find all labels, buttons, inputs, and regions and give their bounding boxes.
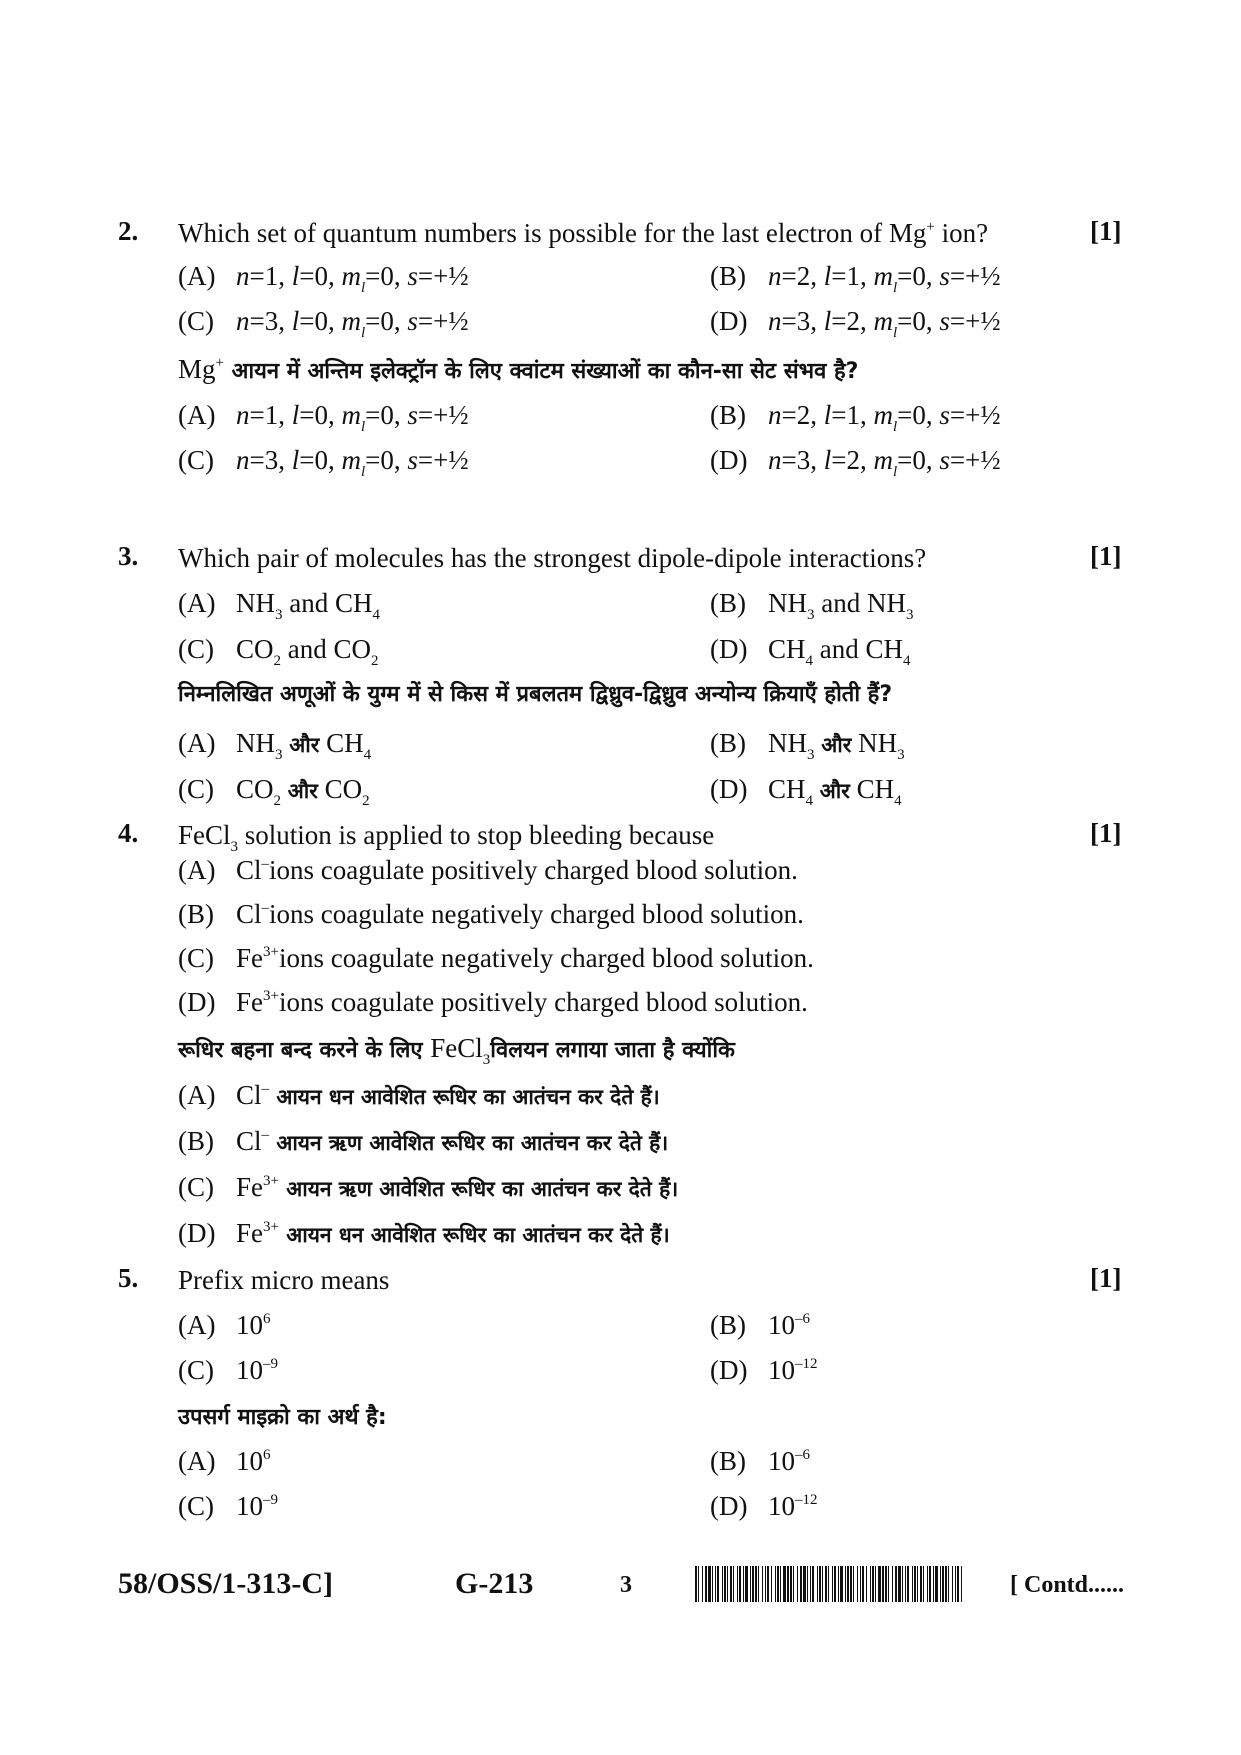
- barcode-bar: [758, 1566, 759, 1602]
- barcode-bar: [892, 1566, 893, 1602]
- barcode-bar: [885, 1566, 887, 1602]
- question-3-marks: [1]: [1090, 541, 1122, 571]
- q2-option-b: (B) n=2, l=1, $m_l=0$, s=+½: [710, 261, 1001, 296]
- question-2-number: 2.: [118, 216, 139, 246]
- q4-option-d: (D) $Fe^{3+}ions$ coagulate positively charged blood solution.: [178, 987, 808, 1017]
- barcode-bar: [803, 1566, 806, 1602]
- barcode-bar: [927, 1566, 928, 1602]
- q5-option-d: (D) $10^{-12}$: [710, 1355, 818, 1385]
- barcode-bar: [895, 1566, 897, 1602]
- q3-hindi-option-c: (C) $CO_2$ और $CO_2$: [178, 774, 370, 809]
- barcode-bar: [933, 1566, 934, 1602]
- barcode-bar: [797, 1566, 798, 1602]
- q3-option-d: (D) $CH_4$ and $CH_4$: [710, 634, 911, 669]
- barcode-bar: [775, 1566, 776, 1602]
- barcode-bar: [807, 1566, 808, 1602]
- q3-hindi-option-b: (B) $NH_3$ और $NH_3$: [710, 728, 905, 763]
- barcode-bar: [822, 1566, 823, 1602]
- q4-hindi-option-a: (A) Cl– आयन धन आवेशित रूधिर का आतंचन कर देते हैं।: [178, 1080, 660, 1110]
- barcode-bar: [739, 1566, 741, 1602]
- barcode-bar: [702, 1566, 703, 1602]
- q2-hindi-option-a: (A) n=1, l=0, $m_l=0$, s=+½: [178, 400, 469, 435]
- barcode-bar: [705, 1566, 707, 1602]
- barcode-bar: [787, 1566, 789, 1602]
- barcode-bar: [712, 1566, 713, 1602]
- barcode-bar: [810, 1566, 811, 1602]
- q2-option-d: (D) n=3, l=2, $m_l=0$, s=+½: [710, 306, 1001, 341]
- q5-option-c: (C) $10^{-9}$: [178, 1355, 278, 1385]
- barcode-bar: [940, 1566, 941, 1602]
- question-5-text: Prefix micro means: [178, 1265, 390, 1295]
- barcode-bar: [767, 1566, 769, 1602]
- barcode-bar: [800, 1566, 802, 1602]
- barcode-bar: [762, 1566, 763, 1602]
- barcode-bar: [752, 1566, 754, 1602]
- barcode-bar: [737, 1566, 738, 1602]
- question-3-text: Which pair of molecules has the strongest dipole-dipole interactions?: [178, 543, 927, 573]
- barcode-bar: [717, 1566, 719, 1602]
- q4-option-c: (C) $Fe^{3+}ions$ coagulate negatively charged blood solution.: [178, 943, 814, 973]
- barcode-bar: [745, 1566, 748, 1602]
- barcode-bar: [777, 1566, 779, 1602]
- barcode-bar: [862, 1566, 864, 1602]
- barcode-bar: [812, 1566, 814, 1602]
- barcode-bar: [917, 1566, 918, 1602]
- barcode-bar: [695, 1566, 697, 1602]
- barcode-bar: [825, 1566, 827, 1602]
- barcode-bar: [902, 1566, 903, 1602]
- barcode-bar: [783, 1566, 786, 1602]
- barcode-bar: [743, 1566, 744, 1602]
- barcode-bar: [847, 1566, 849, 1602]
- question-4-number: 4.: [118, 818, 139, 848]
- barcode-bar: [942, 1566, 944, 1602]
- barcode-bar: [755, 1566, 757, 1602]
- barcode-bar: [838, 1566, 839, 1602]
- question-4-text: FeCl$_3$ solution is applied to stop bleeding because: [178, 820, 715, 855]
- q3-option-c: (C) $CO_2$ and $CO_2$: [178, 634, 379, 669]
- question-2-marks: [1]: [1090, 216, 1122, 246]
- q4-hindi-option-c: (C) $Fe^{3+}$ आयन ऋण आवेशित रूधिर का आतंचन कर देते हैं।: [178, 1172, 679, 1202]
- barcode: [695, 1566, 965, 1602]
- barcode-bar: [945, 1566, 947, 1602]
- question-5-number: 5.: [118, 1263, 139, 1293]
- barcode-bar: [907, 1566, 909, 1602]
- barcode-bar: [817, 1566, 818, 1602]
- barcode-bar: [888, 1566, 889, 1602]
- barcode-bar: [882, 1566, 884, 1602]
- q2-option-c: (C) n=3, l=0, $m_l=0$, s=+½: [178, 306, 469, 341]
- barcode-bar: [733, 1566, 734, 1602]
- barcode-bar: [793, 1566, 794, 1602]
- barcode-bar: [840, 1566, 843, 1602]
- q3-option-a: (A) $NH_3$ and $CH_4$: [178, 588, 380, 623]
- barcode-bar: [790, 1566, 792, 1602]
- q3-option-b: (B) $NH_3$ and $NH_3$: [710, 588, 914, 623]
- barcode-bar: [698, 1566, 699, 1602]
- q5-hindi-option-b: (B) $10^{-6}$: [710, 1446, 810, 1476]
- barcode-bar: [765, 1566, 766, 1602]
- question-3-number: 3.: [118, 541, 139, 571]
- barcode-bar: [853, 1566, 854, 1602]
- q2-hindi-option-b: (B) n=2, l=1, $m_l=0$, s=+½: [710, 400, 1001, 435]
- q5-hindi-option-a: (A) $10^6$: [178, 1446, 271, 1476]
- barcode-bar: [850, 1566, 852, 1602]
- series-code: G-213: [455, 1567, 534, 1600]
- question-5-hindi-text: उपसर्ग माइक्रो का अर्थ है:: [178, 1405, 387, 1430]
- barcode-bar: [920, 1566, 922, 1602]
- barcode-bar: [828, 1566, 829, 1602]
- barcode-bar: [750, 1566, 751, 1602]
- barcode-bar: [872, 1566, 874, 1602]
- barcode-bar: [878, 1566, 881, 1602]
- barcode-bar: [819, 1566, 821, 1602]
- barcode-bar: [898, 1566, 901, 1602]
- barcode-bar: [724, 1566, 726, 1602]
- q4-option-b: (B) Cl–ions coagulate negatively charged blood solution.: [178, 899, 804, 929]
- q3-hindi-option-d: (D) $CH_4$ और $CH_4$: [710, 774, 902, 809]
- barcode-bar: [730, 1566, 732, 1602]
- barcode-bar: [912, 1566, 913, 1602]
- question-4-marks: [1]: [1090, 818, 1122, 848]
- q5-option-a: (A) $10^6$: [178, 1310, 271, 1340]
- barcode-bar: [832, 1566, 833, 1602]
- question-2-text: Which set of quantum numbers is possible for the last electron of Mg+ ion?: [178, 218, 989, 248]
- q5-option-b: (B) $10^{-6}$: [710, 1310, 810, 1340]
- question-4-hindi-text: रूधिर बहना बन्द करने के लिए FeCl$_3$विलयन लगाया जाता है क्योंकि: [178, 1033, 735, 1068]
- q4-hindi-option-d: (D) $Fe^{3+}$ आयन धन आवेशित रूधिर का आतंचन कर देते हैं।: [178, 1218, 670, 1248]
- barcode-bar: [914, 1566, 916, 1602]
- barcode-bar: [952, 1566, 953, 1602]
- barcode-bar: [929, 1566, 931, 1602]
- barcode-bar: [948, 1566, 949, 1602]
- question-3-hindi-text: निम्नलिखित अणूओं के युग्म में से किस में प्रबलतम द्विध्रुव-द्विध्रुव अन्योन्य क्रियाएँ होती हैं?: [178, 682, 893, 707]
- barcode-bar: [870, 1566, 871, 1602]
- barcode-bar: [875, 1566, 876, 1602]
- q5-hindi-option-c: (C) $10^{-9}$: [178, 1491, 278, 1521]
- barcode-bar: [708, 1566, 711, 1602]
- paper-code: 58/OSS/1-313-C]: [118, 1567, 334, 1600]
- q2-hindi-option-c: (C) n=3, l=0, $m_l=0$, s=+½: [178, 445, 469, 480]
- barcode-bar: [923, 1566, 924, 1602]
- barcode-bar: [845, 1566, 846, 1602]
- contd-label: [ Contd......: [1010, 1572, 1125, 1598]
- barcode-bar: [834, 1566, 836, 1602]
- barcode-bar: [955, 1566, 956, 1602]
- barcode-bar: [935, 1566, 938, 1602]
- barcode-bar: [957, 1566, 959, 1602]
- barcode-bar: [961, 1566, 962, 1602]
- q4-option-a: (A) Cl–ions coagulate positively charged blood solution.: [178, 855, 798, 885]
- page-number: 3: [620, 1572, 632, 1598]
- question-5-marks: [1]: [1090, 1263, 1122, 1293]
- barcode-bar: [866, 1566, 867, 1602]
- q2-option-a: (A) n=1, l=0, $m_l=0$, s=+½: [178, 261, 469, 296]
- barcode-bar: [715, 1566, 716, 1602]
- barcode-bar: [780, 1566, 781, 1602]
- q5-hindi-option-d: (D) $10^{-12}$: [710, 1491, 818, 1521]
- barcode-bar: [905, 1566, 906, 1602]
- barcode-bar: [722, 1566, 723, 1602]
- question-2-hindi-text: Mg+ आयन में अन्तिम इलेक्ट्रॉन के लिए क्वांटम संख्याओं का कौन-सा सेट संभव है?: [178, 354, 859, 384]
- barcode-bar: [727, 1566, 728, 1602]
- q3-hindi-option-a: (A) $NH_3$ और $CH_4$: [178, 728, 372, 763]
- q2-hindi-option-d: (D) n=3, l=2, $m_l=0$, s=+½: [710, 445, 1001, 480]
- barcode-bar: [860, 1566, 861, 1602]
- q4-hindi-option-b: (B) Cl– आयन ऋण आवेशित रूधिर का आतंचन कर देते हैं।: [178, 1126, 669, 1156]
- barcode-bar: [857, 1566, 858, 1602]
- barcode-bar: [771, 1566, 772, 1602]
